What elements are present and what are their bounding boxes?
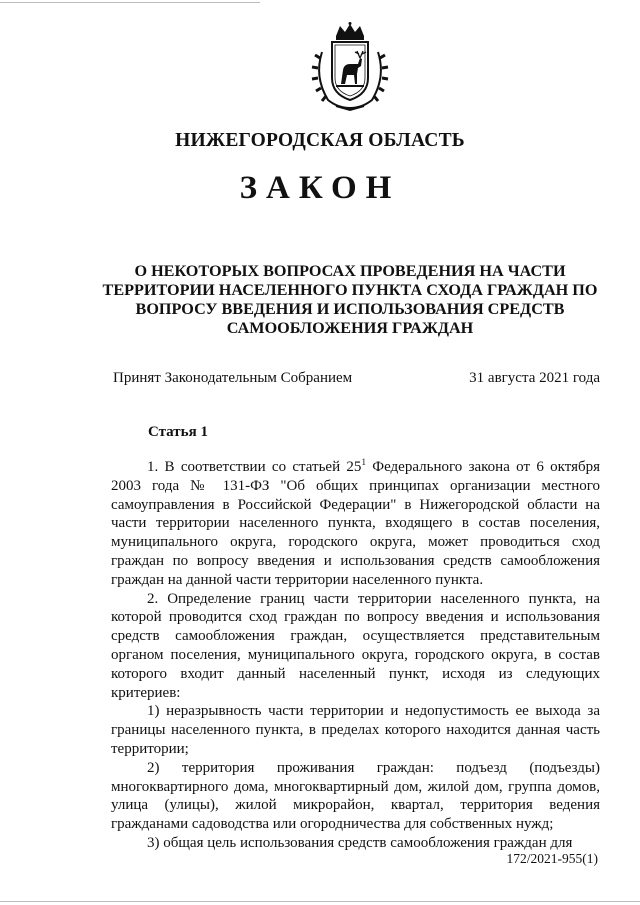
paragraph: 2. Определение границ части территории населенного пункта, на которой проводится сход граждан по вопросу введения и использования средств самообложения граждан, осуществляется представительным органом поселения, муниципального округа, городского округа, в состав которого входит данный населенный пункт, исходя из следующих критериев:: [111, 590, 600, 701]
region-name: НИЖЕГОРОДСКАЯ ОБЛАСТЬ: [175, 130, 465, 151]
paragraph: [111, 458, 600, 590]
list-item: 1) неразрывность части территории и недопустимость ее выхода за границы населенного пункта, в пределах которого находится данная часть территории;: [111, 703, 600, 757]
adoption-date: 31 августа 2021 года: [469, 370, 600, 386]
law-title-line: ТЕРРИТОРИИ НАСЕЛЕННОГО ПУНКТА СХОДА ГРАЖДАН ПО: [102, 281, 598, 299]
law-title: [100, 262, 600, 338]
paragraph-text: Федерального закона от 6 октября 2003 года № 131-ФЗ "Об общих принципах организации местного самоуправления в Российской Федерации" в Нижегородской области на части территории населенного пункта, входящего в состав поселения, муниципального округа, городского округа, может проводиться сход граждан по вопросу введения и использования средств самообложения граждан на данной части территории населенного пункта.: [111, 459, 600, 588]
article-heading: Статья 1: [148, 424, 208, 440]
coat-of-arms-icon: [310, 22, 390, 112]
law-title-line: ВОПРОСУ ВВЕДЕНИЯ И ИСПОЛЬЗОВАНИЯ СРЕДСТВ: [135, 300, 565, 318]
adoption-line: [113, 370, 600, 387]
scan-edge-line: [0, 901, 640, 902]
adopted-by: Принят Законодательным Собранием: [113, 370, 353, 386]
superscript: 1: [361, 457, 366, 467]
scan-edge-line: [0, 2, 260, 3]
document-number: 172/2021-955(1): [506, 851, 598, 866]
document-type-heading: ЗАКОН: [239, 170, 401, 206]
article-body: [111, 458, 600, 853]
paragraph-text: 1. В соответствии со статьей 25: [147, 459, 362, 475]
list-item: 3) общая цель использования средств самообложения граждан для: [147, 834, 573, 851]
law-title-line: САМООБЛОЖЕНИЯ ГРАЖДАН: [226, 319, 474, 337]
list-item: 2) территория проживания граждан: подъезд (подъезды) многоквартирного дома, многоквартирный дом, жилой дом, группа домов, улица (улицы), жилой микрорайон, квартал, территория ведения гражданами садоводства или огородничества для собственных нужд;: [111, 759, 600, 833]
law-title-line: О НЕКОТОРЫХ ВОПРОСАХ ПРОВЕДЕНИЯ НА ЧАСТИ: [134, 262, 566, 280]
